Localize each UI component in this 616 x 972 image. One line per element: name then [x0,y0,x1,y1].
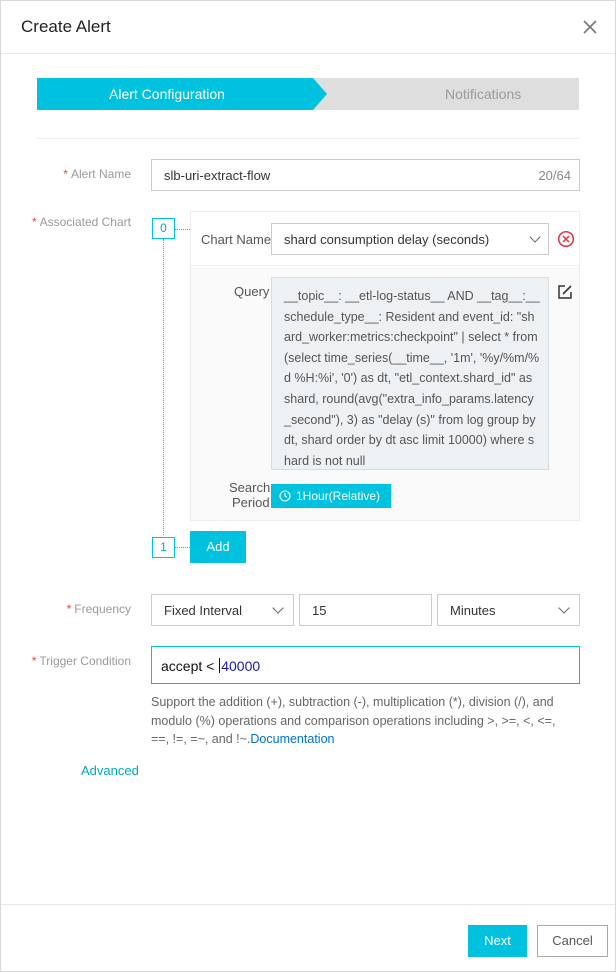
footer-divider [1,904,615,905]
chart-index-badge: 0 [152,218,175,239]
trigger-condition-input[interactable] [151,646,580,684]
step-notifications[interactable] [313,78,579,110]
frequency-type-select[interactable] [151,594,294,626]
close-icon[interactable] [581,18,599,36]
chart-connector-line [163,239,164,535]
frequency-unit-select[interactable] [437,594,580,626]
chevron-down-icon [529,231,540,242]
chart-card-header [191,212,579,266]
frequency-type-value: Fixed Interval [164,603,243,618]
required-marker: * [31,654,37,668]
trigger-condition-value: accept < 40000 [161,658,261,674]
frequency-unit-value: Minutes [450,603,496,618]
trigger-help-text: Support the addition (+), subtraction (-), multiplication (*), division (/), and modulo (%) operations and comparison operations including >, >=, <, <=, ==, !=, =~, and !~.Documentation [151,695,556,746]
frequency-value-input[interactable] [299,594,432,626]
chart-name-label: Chart Name [201,232,272,247]
step-progress [37,78,579,110]
add-chart-button[interactable]: Add [190,531,246,563]
chart-connector-dots [175,229,190,230]
search-period-label-line2: Period [232,495,270,510]
frequency-value: 15 [312,603,327,618]
alert-name-input[interactable] [151,159,580,191]
documentation-link[interactable]: Documentation [250,732,335,746]
required-marker: * [66,602,72,616]
search-period-value: 1Hour(Relative) [296,489,381,503]
step-active-arrow [313,78,327,110]
section-divider [37,138,579,139]
required-marker: * [31,215,37,229]
next-chart-index-badge: 1 [152,537,175,558]
query-textbox[interactable] [271,277,549,470]
chart-card [190,211,580,521]
add-connector-dots [175,547,190,548]
chevron-down-icon [558,602,569,613]
alert-name-label: * Alert Name [63,167,131,181]
clock-icon [279,490,291,502]
next-button[interactable]: Next [468,925,527,957]
advanced-link[interactable]: Advanced [81,763,139,778]
alert-name-value: slb-uri-extract-flow [164,168,271,183]
chart-name-value: shard consumption delay (seconds) [284,232,490,247]
query-text: __topic__: __etl-log-status__ AND __tag__:__schedule_type__: Resident and event_id: "shard_worker:metrics:checkpoint" | select * from (select time_series(__time__, '1m', '%y/%m/%d %H:%i', '0') as dt, "etl_context.shard_id" as shard, round(avg("extra_info_params.latency_second"), 3) as "delay (s)" from log group by dt, shard order by dt asc limit 10000) where shard is not null [284,289,540,468]
edit-query-icon[interactable] [557,284,573,300]
chart-name-select[interactable] [271,223,549,255]
cancel-button[interactable]: Cancel [537,925,608,957]
chevron-down-icon [272,602,283,613]
alert-name-counter: 20/64 [538,168,571,183]
required-marker: * [63,167,68,181]
remove-chart-icon[interactable] [557,230,575,248]
associated-chart-label: * Associated Chart [31,215,131,229]
step-notifications-label: Notifications [445,86,522,102]
dialog-title: Create Alert [21,17,111,36]
chart-card-body [191,267,579,520]
query-label: Query [234,284,270,299]
search-period-button[interactable] [271,484,391,508]
dialog-header [1,1,615,54]
trigger-condition-label: * Trigger Condition [31,654,131,668]
step-alert-configuration[interactable] [37,78,313,110]
step-alert-configuration-label: Alert Configuration [109,86,225,102]
frequency-label: * Frequency [66,602,131,616]
search-period-label-line1: Search [229,480,271,495]
